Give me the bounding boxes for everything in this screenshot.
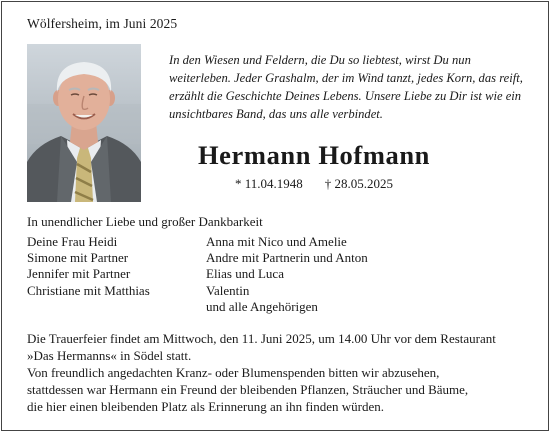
donation-line: Von freundlich angedachten Kranz- oder Blumenspenden bitten wir abzusehen, — [27, 365, 440, 380]
mourner-entry: Andre mit Partnerin und Anton — [206, 250, 368, 266]
poem-line: In den Wiesen und Feldern, die Du so liebtest, wirst Du nun — [169, 53, 471, 67]
donation-request — [27, 364, 532, 415]
mourner-entry: Simone mit Partner — [27, 250, 129, 266]
poem-line: weiterleben. Jeder Grashalm, der im Wind tanzt, jedes Korn, das reift, — [169, 71, 523, 85]
mourner-entry: Jennifer mit Partner — [27, 266, 131, 282]
mourners-right-column — [206, 234, 368, 315]
mourner-entry: Anna mit Nico und Amelie — [206, 234, 347, 249]
donation-line: die hier einen bleibenden Platz als Erinnerung an ihn finden würden. — [27, 399, 385, 414]
place-date: Wölfersheim, im Juni 2025 — [27, 16, 178, 31]
mourner-entry: Valentin — [206, 282, 250, 298]
mourners-left-column — [27, 234, 150, 299]
funeral-info — [27, 330, 532, 364]
funeral-line: Die Trauerfeier findet am Mittwoch, den 11. Juni 2025, um 14.00 Uhr vor dem Restaurant — [27, 331, 496, 346]
life-dates — [169, 176, 459, 192]
poem-line: erzählt die Geschichte Deines Lebens. Unsere Liebe zu Dir ist wie ein — [169, 89, 522, 103]
mourners-intro: In unendlicher Liebe und großer Dankbarkeit — [27, 214, 263, 229]
mourner-entry: Deine Frau Heidi — [27, 234, 118, 249]
poem-line: unsichtbares Band, das uns alle verbindet. — [169, 107, 383, 121]
death-date: † 28.05.2025 — [324, 176, 394, 191]
portrait-photo — [27, 44, 141, 202]
mourner-entry: und alle Angehörigen — [206, 298, 318, 314]
donation-line: stattdessen war Hermann ein Freund der bleibenden Pflanzen, Sträucher und Bäume, — [27, 382, 469, 397]
funeral-line: »Das Hermanns« in Södel statt. — [27, 348, 192, 363]
memorial-poem — [169, 51, 529, 123]
birth-date: * 11.04.1948 — [234, 176, 303, 191]
mourner-entry: Christiane mit Matthias — [27, 282, 150, 298]
mourner-entry: Elias und Luca — [206, 266, 284, 282]
deceased-name: Hermann Hofmann — [197, 140, 431, 170]
